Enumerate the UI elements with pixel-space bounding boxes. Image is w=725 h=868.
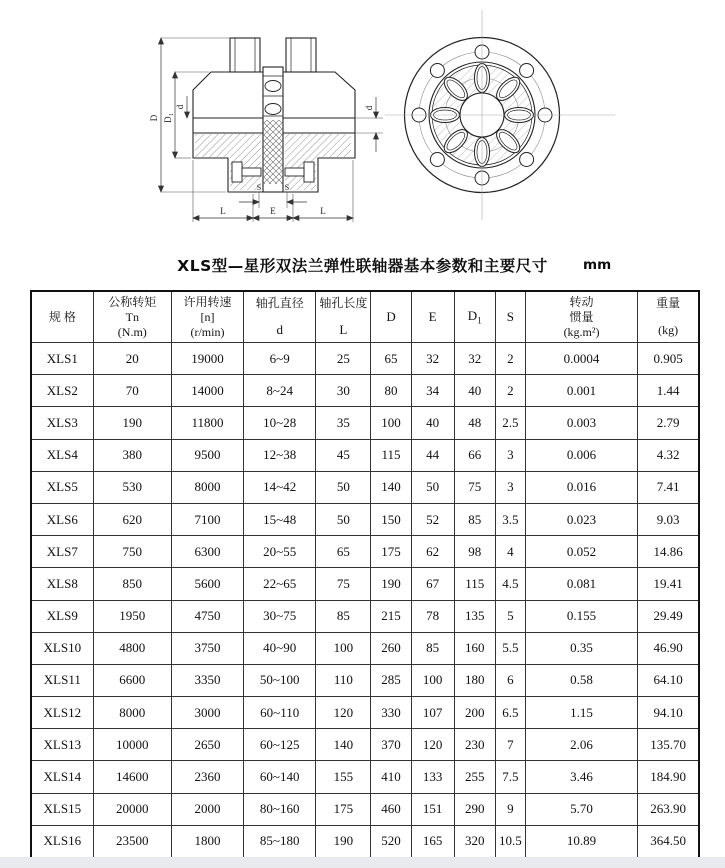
table-cell: 85 bbox=[454, 503, 495, 535]
table-cell: 230 bbox=[454, 729, 495, 761]
table-cell: 2.79 bbox=[638, 407, 699, 439]
table-cell: 85 bbox=[411, 632, 454, 664]
table-cell: 0.905 bbox=[638, 343, 699, 375]
table-cell: 380 bbox=[93, 439, 171, 471]
table-cell: 5 bbox=[495, 600, 525, 632]
table-cell: 48 bbox=[454, 407, 495, 439]
table-cell: 2650 bbox=[171, 729, 243, 761]
table-row bbox=[31, 729, 699, 761]
table-cell: 100 bbox=[411, 664, 454, 696]
table-cell: 260 bbox=[371, 632, 411, 664]
table-cell: 9.03 bbox=[638, 503, 699, 535]
table-cell: 3 bbox=[495, 439, 525, 471]
table-cell: 19.41 bbox=[638, 568, 699, 600]
table-cell: 6300 bbox=[171, 536, 243, 568]
table-cell: 2 bbox=[495, 343, 525, 375]
table-cell: 140 bbox=[316, 729, 371, 761]
table-cell: 62 bbox=[411, 536, 454, 568]
table-cell: 850 bbox=[93, 568, 171, 600]
table-cell: 150 bbox=[371, 503, 411, 535]
table-cell: 12~38 bbox=[244, 439, 316, 471]
table-cell: 50 bbox=[316, 503, 371, 535]
table-cell: 263.90 bbox=[638, 793, 699, 825]
col-header-spec: 规 格 bbox=[31, 291, 93, 343]
table-cell: 3.46 bbox=[525, 761, 637, 793]
table-cell: XLS3 bbox=[31, 407, 93, 439]
table-cell: 50 bbox=[411, 471, 454, 503]
table-cell: 180 bbox=[454, 664, 495, 696]
star-section-ellipse bbox=[265, 81, 281, 92]
table-cell: 50~100 bbox=[244, 664, 316, 696]
dim-label-L-left: L bbox=[220, 206, 226, 216]
bolt-head-left bbox=[232, 162, 242, 182]
table-row bbox=[31, 664, 699, 696]
table-cell: 22~65 bbox=[244, 568, 316, 600]
table-cell: 620 bbox=[93, 503, 171, 535]
table-cell: 75 bbox=[454, 471, 495, 503]
table-cell: 3000 bbox=[171, 697, 243, 729]
table-header bbox=[31, 291, 699, 343]
table-cell: 3750 bbox=[171, 632, 243, 664]
table-cell: 0.023 bbox=[525, 503, 637, 535]
table-cell: 66 bbox=[454, 439, 495, 471]
table-cell: 3.5 bbox=[495, 503, 525, 535]
table-cell: 5.5 bbox=[495, 632, 525, 664]
table-cell: 0.003 bbox=[525, 407, 637, 439]
table-cell: 750 bbox=[93, 536, 171, 568]
table-cell: 4750 bbox=[171, 600, 243, 632]
table-cell: 320 bbox=[454, 825, 495, 858]
table-cell: 30~75 bbox=[244, 600, 316, 632]
table-cell: 3 bbox=[495, 471, 525, 503]
table-cell: 190 bbox=[316, 825, 371, 858]
table-cell: 0.081 bbox=[525, 568, 637, 600]
bolt-shaft-left bbox=[242, 168, 261, 176]
table-cell: 50 bbox=[316, 471, 371, 503]
col-header-bore-diameter: 轴孔直径 d bbox=[244, 291, 316, 343]
table-row bbox=[31, 407, 699, 439]
table-cell: 4800 bbox=[93, 632, 171, 664]
front-view-drawing bbox=[385, 10, 615, 220]
table-cell: 40 bbox=[454, 375, 495, 407]
table-cell: 65 bbox=[316, 536, 371, 568]
table-cell: 45 bbox=[316, 439, 371, 471]
table-cell: 6 bbox=[495, 664, 525, 696]
table-cell: 2360 bbox=[171, 761, 243, 793]
table-cell: 290 bbox=[454, 793, 495, 825]
table-cell: 20000 bbox=[93, 793, 171, 825]
table-cell: 285 bbox=[371, 664, 411, 696]
table-cell: 6~9 bbox=[244, 343, 316, 375]
table-cell: 46.90 bbox=[638, 632, 699, 664]
table-cell: 2.5 bbox=[495, 407, 525, 439]
table-cell: 29.49 bbox=[638, 600, 699, 632]
table-row bbox=[31, 793, 699, 825]
dim-label-d-left: d bbox=[175, 104, 185, 110]
table-cell: 85 bbox=[316, 600, 371, 632]
table-cell: 14~42 bbox=[244, 471, 316, 503]
table-cell: 80 bbox=[371, 375, 411, 407]
dim-label-D: D bbox=[149, 114, 159, 122]
table-cell: 20 bbox=[93, 343, 171, 375]
table-row bbox=[31, 503, 699, 535]
table-cell: 165 bbox=[411, 825, 454, 858]
table-row bbox=[31, 471, 699, 503]
table-cell: 2 bbox=[495, 375, 525, 407]
table-cell: 100 bbox=[316, 632, 371, 664]
table-cell: XLS5 bbox=[31, 471, 93, 503]
table-cell: 0.155 bbox=[525, 600, 637, 632]
table-cell: 10~28 bbox=[244, 407, 316, 439]
table-cell: 160 bbox=[454, 632, 495, 664]
table-cell: XLS9 bbox=[31, 600, 93, 632]
table-cell: 530 bbox=[93, 471, 171, 503]
table-cell: 44 bbox=[411, 439, 454, 471]
table-cell: 8000 bbox=[171, 471, 243, 503]
table-cell: XLS13 bbox=[31, 729, 93, 761]
table-cell: XLS6 bbox=[31, 503, 93, 535]
table-body bbox=[31, 343, 699, 859]
table-cell: XLS2 bbox=[31, 375, 93, 407]
table-cell: 7.41 bbox=[638, 471, 699, 503]
table-cell: 1.44 bbox=[638, 375, 699, 407]
table-cell: 175 bbox=[316, 793, 371, 825]
table-cell: 4 bbox=[495, 536, 525, 568]
table-row bbox=[31, 343, 699, 375]
unit-label: mm bbox=[583, 257, 612, 273]
footer-strip bbox=[0, 857, 725, 868]
table-cell: 8000 bbox=[93, 697, 171, 729]
table-cell: 2000 bbox=[171, 793, 243, 825]
table-cell: 100 bbox=[371, 407, 411, 439]
table-cell: 25 bbox=[316, 343, 371, 375]
table-cell: 7 bbox=[495, 729, 525, 761]
table-cell: 23500 bbox=[93, 825, 171, 858]
table-cell: XLS16 bbox=[31, 825, 93, 858]
col-header-bore-length: 轴孔长度 L bbox=[316, 291, 371, 343]
table-cell: 151 bbox=[411, 793, 454, 825]
table-cell: 1800 bbox=[171, 825, 243, 858]
col-header-torque: 公称转矩 Tn (N.m) bbox=[93, 291, 171, 343]
table-cell: 11800 bbox=[171, 407, 243, 439]
table-cell: 40~90 bbox=[244, 632, 316, 664]
table-cell: 115 bbox=[454, 568, 495, 600]
table-cell: 34 bbox=[411, 375, 454, 407]
table-cell: 14.86 bbox=[638, 536, 699, 568]
table-cell: 60~110 bbox=[244, 697, 316, 729]
table-cell: 200 bbox=[454, 697, 495, 729]
table-row bbox=[31, 375, 699, 407]
table-cell: 120 bbox=[411, 729, 454, 761]
table-cell: XLS14 bbox=[31, 761, 93, 793]
col-header-D1: $D_1$ bbox=[454, 291, 495, 343]
col-header-S: S bbox=[495, 291, 525, 343]
col-header-weight: 重量 (kg) bbox=[638, 291, 699, 343]
table-row bbox=[31, 825, 699, 858]
table-row bbox=[31, 697, 699, 729]
table-cell: XLS15 bbox=[31, 793, 93, 825]
table-cell: XLS7 bbox=[31, 536, 93, 568]
table-cell: 3350 bbox=[171, 664, 243, 696]
table-cell: XLS10 bbox=[31, 632, 93, 664]
dim-label-E: E bbox=[270, 206, 276, 216]
table-cell: 35 bbox=[316, 407, 371, 439]
table-cell: 19000 bbox=[171, 343, 243, 375]
table-cell: 32 bbox=[411, 343, 454, 375]
table-cell: 70 bbox=[93, 375, 171, 407]
table-cell: 155 bbox=[316, 761, 371, 793]
table-cell: 52 bbox=[411, 503, 454, 535]
table-row bbox=[31, 761, 699, 793]
table-row bbox=[31, 536, 699, 568]
table-cell: 10000 bbox=[93, 729, 171, 761]
table-cell: 1.15 bbox=[525, 697, 637, 729]
table-cell: 0.016 bbox=[525, 471, 637, 503]
bolt-head-right bbox=[304, 162, 314, 182]
table-cell: 7100 bbox=[171, 503, 243, 535]
table-cell: 67 bbox=[411, 568, 454, 600]
table-cell: 140 bbox=[371, 471, 411, 503]
table-cell: 7.5 bbox=[495, 761, 525, 793]
table-cell: 64.10 bbox=[638, 664, 699, 696]
hub-left bbox=[230, 38, 260, 72]
dim-label-S-right: S bbox=[284, 183, 290, 192]
dim-label-d-right: d bbox=[364, 105, 374, 111]
star-section-ellipse bbox=[265, 104, 281, 115]
table-cell: 65 bbox=[371, 343, 411, 375]
table-cell: 0.35 bbox=[525, 632, 637, 664]
table-cell: 133 bbox=[411, 761, 454, 793]
dim-label-D1: $D_1$ bbox=[163, 113, 175, 123]
page-title: XLS型—星形双法兰弹性联轴器基本参数和主要尺寸 bbox=[177, 257, 548, 275]
table-cell: 14600 bbox=[93, 761, 171, 793]
table-cell: 60~140 bbox=[244, 761, 316, 793]
table-cell: 75 bbox=[316, 568, 371, 600]
table-cell: 40 bbox=[411, 407, 454, 439]
side-view-drawing bbox=[135, 12, 395, 240]
table-cell: XLS1 bbox=[31, 343, 93, 375]
table-cell: 9500 bbox=[171, 439, 243, 471]
table-cell: 80~160 bbox=[244, 793, 316, 825]
center-crosshatch bbox=[264, 120, 282, 184]
col-header-speed: 许用转速 [n] (r/min) bbox=[171, 291, 243, 343]
table-cell: 120 bbox=[316, 697, 371, 729]
table-cell: 5600 bbox=[171, 568, 243, 600]
table-cell: 370 bbox=[371, 729, 411, 761]
table-cell: XLS8 bbox=[31, 568, 93, 600]
table-cell: 0.0004 bbox=[525, 343, 637, 375]
table-cell: 520 bbox=[371, 825, 411, 858]
table-row bbox=[31, 600, 699, 632]
col-header-inertia: 转动 惯量 (kg.m²) bbox=[525, 291, 637, 343]
table-cell: 110 bbox=[316, 664, 371, 696]
table-cell: 30 bbox=[316, 375, 371, 407]
table-cell: 4.32 bbox=[638, 439, 699, 471]
dim-label-L-right: L bbox=[320, 206, 326, 216]
table-cell: 115 bbox=[371, 439, 411, 471]
table-cell: 94.10 bbox=[638, 697, 699, 729]
table-cell: 6600 bbox=[93, 664, 171, 696]
table-row bbox=[31, 568, 699, 600]
col-header-D: D bbox=[371, 291, 411, 343]
table-cell: 460 bbox=[371, 793, 411, 825]
table-cell: 2.06 bbox=[525, 729, 637, 761]
table-cell: 135.70 bbox=[638, 729, 699, 761]
dim-label-S-left: S bbox=[256, 183, 262, 192]
table-cell: 330 bbox=[371, 697, 411, 729]
table-cell: 14000 bbox=[171, 375, 243, 407]
table-cell: 15~48 bbox=[244, 503, 316, 535]
table-cell: 9 bbox=[495, 793, 525, 825]
table-cell: 410 bbox=[371, 761, 411, 793]
table-cell: 190 bbox=[93, 407, 171, 439]
table-cell: 0.006 bbox=[525, 439, 637, 471]
parameters-table bbox=[30, 290, 700, 859]
table-cell: 32 bbox=[454, 343, 495, 375]
table-cell: 78 bbox=[411, 600, 454, 632]
table-cell: 85~180 bbox=[244, 825, 316, 858]
table-cell: 60~125 bbox=[244, 729, 316, 761]
table-cell: 364.50 bbox=[638, 825, 699, 858]
col-header-E: E bbox=[411, 291, 454, 343]
table-cell: 255 bbox=[454, 761, 495, 793]
table-cell: XLS11 bbox=[31, 664, 93, 696]
table-cell: 98 bbox=[454, 536, 495, 568]
table-cell: 4.5 bbox=[495, 568, 525, 600]
table-cell: 175 bbox=[371, 536, 411, 568]
table-cell: 5.70 bbox=[525, 793, 637, 825]
table-cell: 6.5 bbox=[495, 697, 525, 729]
table-cell: 107 bbox=[411, 697, 454, 729]
table-cell: 20~55 bbox=[244, 536, 316, 568]
table-cell: 184.90 bbox=[638, 761, 699, 793]
table-cell: 135 bbox=[454, 600, 495, 632]
table-cell: 10.5 bbox=[495, 825, 525, 858]
hub-right bbox=[286, 38, 316, 72]
table-cell: 0.58 bbox=[525, 664, 637, 696]
table-cell: 8~24 bbox=[244, 375, 316, 407]
table-cell: XLS4 bbox=[31, 439, 93, 471]
table-cell: 1950 bbox=[93, 600, 171, 632]
table-cell: XLS12 bbox=[31, 697, 93, 729]
table-row bbox=[31, 439, 699, 471]
table-cell: 0.052 bbox=[525, 536, 637, 568]
table-cell: 0.001 bbox=[525, 375, 637, 407]
table-cell: 215 bbox=[371, 600, 411, 632]
table-row bbox=[31, 632, 699, 664]
bolt-shaft-right bbox=[285, 168, 304, 176]
table-cell: 10.89 bbox=[525, 825, 637, 858]
table-cell: 190 bbox=[371, 568, 411, 600]
